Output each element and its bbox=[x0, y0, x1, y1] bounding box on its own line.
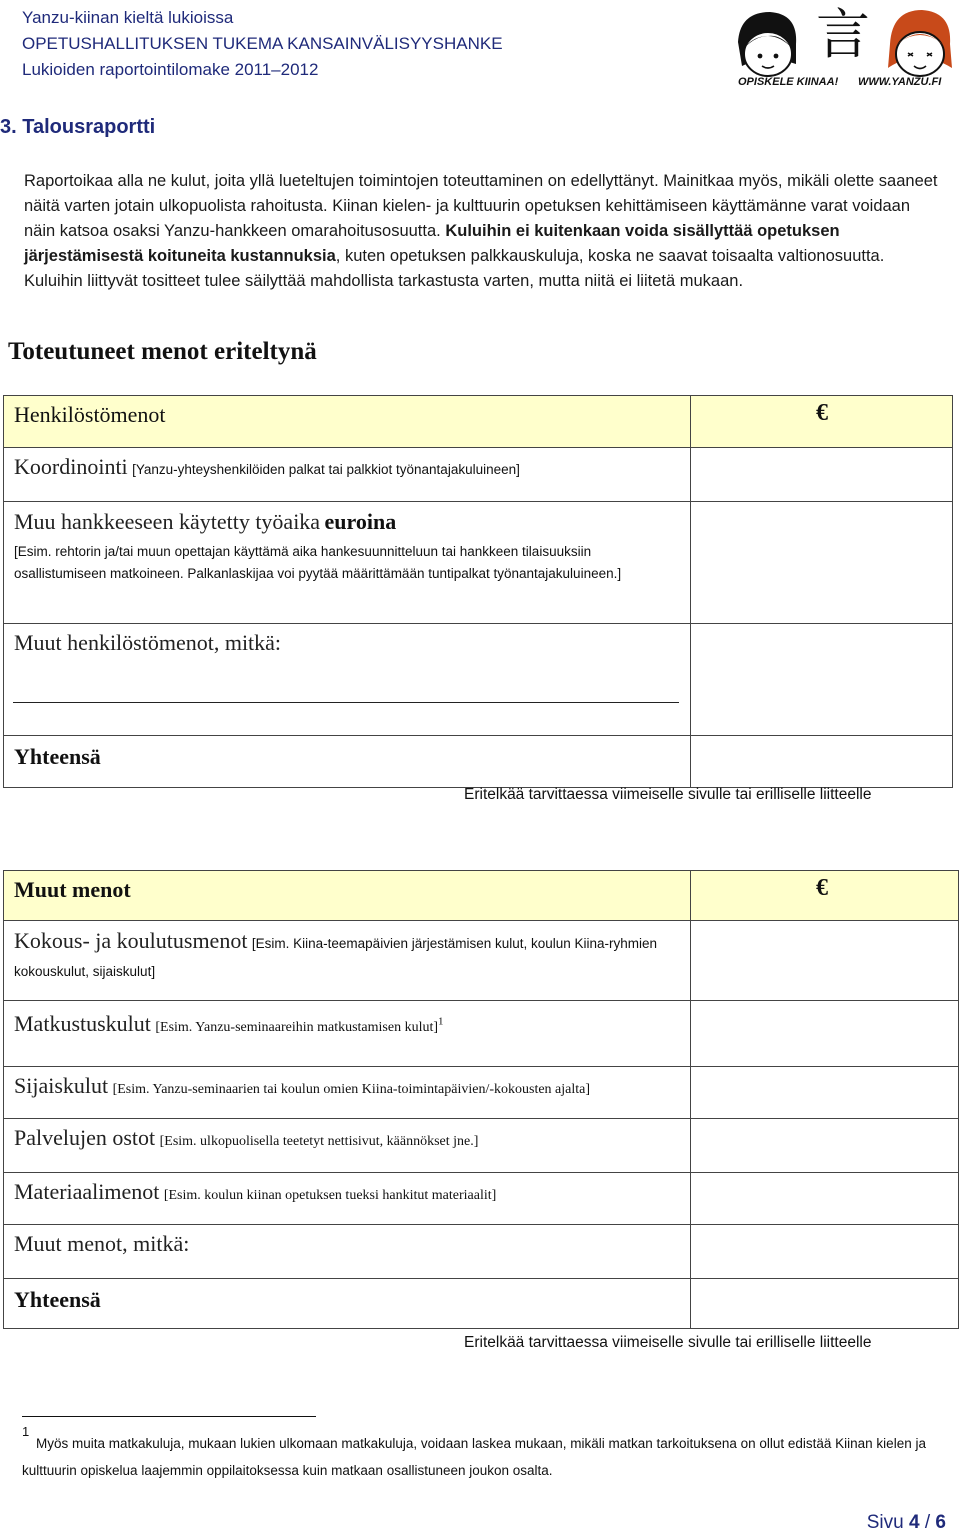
main-title: Toteutuneet menot eriteltynä bbox=[8, 338, 317, 365]
logo-slogan: OPISKELE KIINAA! bbox=[738, 76, 839, 88]
footnote-text bbox=[22, 1430, 942, 1484]
other-total-amount-field[interactable] bbox=[691, 1279, 959, 1329]
meeting-row bbox=[4, 921, 959, 1001]
personnel-currency-cell bbox=[691, 396, 953, 448]
materials-amount-field[interactable] bbox=[691, 1173, 959, 1225]
materials-label: Materiaalimenot bbox=[14, 1179, 160, 1204]
personnel-total-amount-field[interactable] bbox=[691, 736, 953, 788]
meeting-label: Kokous- ja koulutusmenot bbox=[14, 928, 248, 953]
coordination-row bbox=[4, 448, 953, 502]
worktime-amount-field[interactable] bbox=[691, 502, 953, 624]
other-total-label-cell bbox=[4, 1279, 691, 1329]
other-personnel-label-cell bbox=[4, 624, 691, 736]
logo-character: 言 bbox=[816, 3, 870, 66]
services-amount-field[interactable] bbox=[691, 1119, 959, 1173]
services-label-cell bbox=[4, 1119, 691, 1173]
materials-label-cell bbox=[4, 1173, 691, 1225]
services-row bbox=[4, 1119, 959, 1173]
page-prefix: Sivu bbox=[866, 1512, 904, 1533]
other-currency-cell bbox=[691, 871, 959, 921]
euro-icon: € bbox=[816, 875, 828, 901]
other-title: Muut menot bbox=[14, 877, 131, 902]
coordination-label-cell bbox=[4, 448, 691, 502]
worktime-label-cell bbox=[4, 502, 691, 624]
personnel-total-label-cell bbox=[4, 736, 691, 788]
personnel-footer-note: Eritelkää tarvittaessa viimeiselle sivulle tai erilliselle liitteelle bbox=[464, 786, 872, 803]
other-footer-note: Eritelkää tarvittaessa viimeiselle sivulle tai erilliselle liitteelle bbox=[464, 1334, 872, 1351]
services-label: Palvelujen ostot bbox=[14, 1125, 156, 1150]
meeting-note: [Esim. Kiina-teemapäivien järjestämisen kulut, koulun Kiina-ryhmien kokouskulut, sijaiskulut] bbox=[14, 936, 658, 979]
coordination-amount-field[interactable] bbox=[691, 448, 953, 502]
other-personnel-input-line[interactable] bbox=[13, 702, 679, 703]
page-total: 6 bbox=[935, 1512, 946, 1533]
travel-note: [Esim. Yanzu-seminaareihin matkustamisen kulut] bbox=[155, 1020, 439, 1035]
travel-amount-field[interactable] bbox=[691, 1001, 959, 1067]
intro-paragraph bbox=[24, 169, 944, 294]
other-total-row bbox=[4, 1279, 959, 1329]
services-note: [Esim. ulkopuolisella teetetyt nettisivut, käännökset jne.] bbox=[159, 1134, 479, 1149]
other-costs-table bbox=[3, 870, 959, 1329]
other-total-label: Yhteensä bbox=[14, 1287, 101, 1312]
other-personnel-label: Muut henkilöstömenot, mitkä: bbox=[14, 630, 282, 655]
worktime-row bbox=[4, 502, 953, 624]
intro-text-part1: Raportoikaa alla ne kulut, joita yllä lueteltujen toimintojen toteuttaminen on edellyttänyt. Mainitkaa myös, mikäli olette saaneet näitä varten jotain ulkopuolista rahoitusta. Kiinan kielen- ja kulttuurin opetuksen kehittämiseen käyttämänne varat voidaan näin katsoa osaksi Yanzu-hankkeen omarahoitusosuutta. bbox=[24, 172, 938, 240]
header-project-subtitle: OPETUSHALLITUKSEN TUKEMA KANSAINVÄLISYYSHANKE bbox=[22, 34, 503, 53]
section-title: 3. Talousraportti bbox=[0, 116, 156, 138]
substitute-amount-field[interactable] bbox=[691, 1067, 959, 1119]
travel-label-cell bbox=[4, 1001, 691, 1067]
other-personnel-amount-field[interactable] bbox=[691, 624, 953, 736]
meeting-label-cell bbox=[4, 921, 691, 1001]
intro-text-part2: , kuten opetuksen palkkauskuluja, koska ne saavat toisaalta valtionosuutta. Kuluihin liittyvät tositteet tulee säilyttää mahdollista tarkastusta varten, mutta niitä ei liitetä mukaan. bbox=[24, 247, 885, 290]
page-number bbox=[867, 1512, 946, 1534]
travel-label: Matkustuskulut bbox=[14, 1011, 151, 1036]
personnel-costs-table bbox=[3, 395, 953, 788]
substitute-label: Sijaiskulut bbox=[14, 1073, 109, 1098]
other-costs-amount-field[interactable] bbox=[691, 1225, 959, 1279]
page-current: 4 bbox=[909, 1512, 920, 1533]
euro-icon: € bbox=[816, 400, 828, 426]
substitute-row bbox=[4, 1067, 959, 1119]
other-personnel-row bbox=[4, 624, 953, 736]
intro-text-bold: Kuluihin ei kuitenkaan voida sisällyttää opetuksen järjestämisestä koituneita kustannuksia bbox=[24, 222, 840, 265]
personnel-total-row bbox=[4, 736, 953, 788]
worktime-note: [Esim. rehtorin ja/tai muun opettajan käyttämä aika hankesuunnitteluun tai hankkeen tilaisuuksiin osallistumiseen matkoineen. Palkanlaskijaa voi pyytää määrittämään tuntipalkat työnantajakuluineen.] bbox=[14, 544, 622, 581]
coordination-label: Koordinointi bbox=[14, 454, 128, 479]
other-costs-label-cell bbox=[4, 1225, 691, 1279]
footnote-body: Myös muita matkakuluja, mukaan lukien ulkomaan matkakuluja, voidaan laskea mukaan, mikäli matkan tarkoituksena on ollut edistää Kiinan kielen ja kulttuurin opiskelua laajemmin oppilaitoksessa kuin matkaan osallistuneen joukon osalta. bbox=[22, 1436, 926, 1478]
substitute-note: [Esim. Yanzu-seminaarien tai koulun omien Kiina-toimintapäivien/-kokousten ajalta] bbox=[112, 1082, 591, 1097]
personnel-total-label: Yhteensä bbox=[14, 744, 101, 769]
footnote-ref: 1 bbox=[438, 1015, 444, 1028]
substitute-label-cell bbox=[4, 1067, 691, 1119]
other-title-cell bbox=[4, 871, 691, 921]
footnote-mark: 1 bbox=[22, 1424, 30, 1439]
logo-url: WWW.YANZU.FI bbox=[858, 76, 942, 88]
header-form-name: Lukioiden raportointilomake 2011–2012 bbox=[22, 60, 319, 79]
materials-row bbox=[4, 1173, 959, 1225]
worktime-bold: euroina bbox=[324, 509, 397, 534]
travel-row bbox=[4, 1001, 959, 1067]
personnel-header-row bbox=[4, 396, 953, 448]
other-costs-label: Muut menot, mitkä: bbox=[14, 1231, 190, 1256]
materials-note: [Esim. koulun kiinan opetuksen tueksi hankitut materiaalit] bbox=[163, 1188, 497, 1203]
other-costs-row bbox=[4, 1225, 959, 1279]
footnote-separator bbox=[22, 1416, 316, 1417]
other-header-row bbox=[4, 871, 959, 921]
yanzu-logo bbox=[730, 4, 955, 96]
page-sep: / bbox=[924, 1512, 931, 1533]
worktime-label: Muu hankkeeseen käytetty työaika bbox=[14, 509, 321, 534]
personnel-title-cell bbox=[4, 396, 691, 448]
meeting-amount-field[interactable] bbox=[691, 921, 959, 1001]
personnel-title: Henkilöstömenot bbox=[14, 402, 166, 427]
coordination-note: [Yanzu-yhteyshenkilöiden palkat tai palkkiot työnantajakuluineen] bbox=[132, 462, 520, 477]
header-project-name: Yanzu-kiinan kieltä lukioissa bbox=[22, 8, 234, 27]
